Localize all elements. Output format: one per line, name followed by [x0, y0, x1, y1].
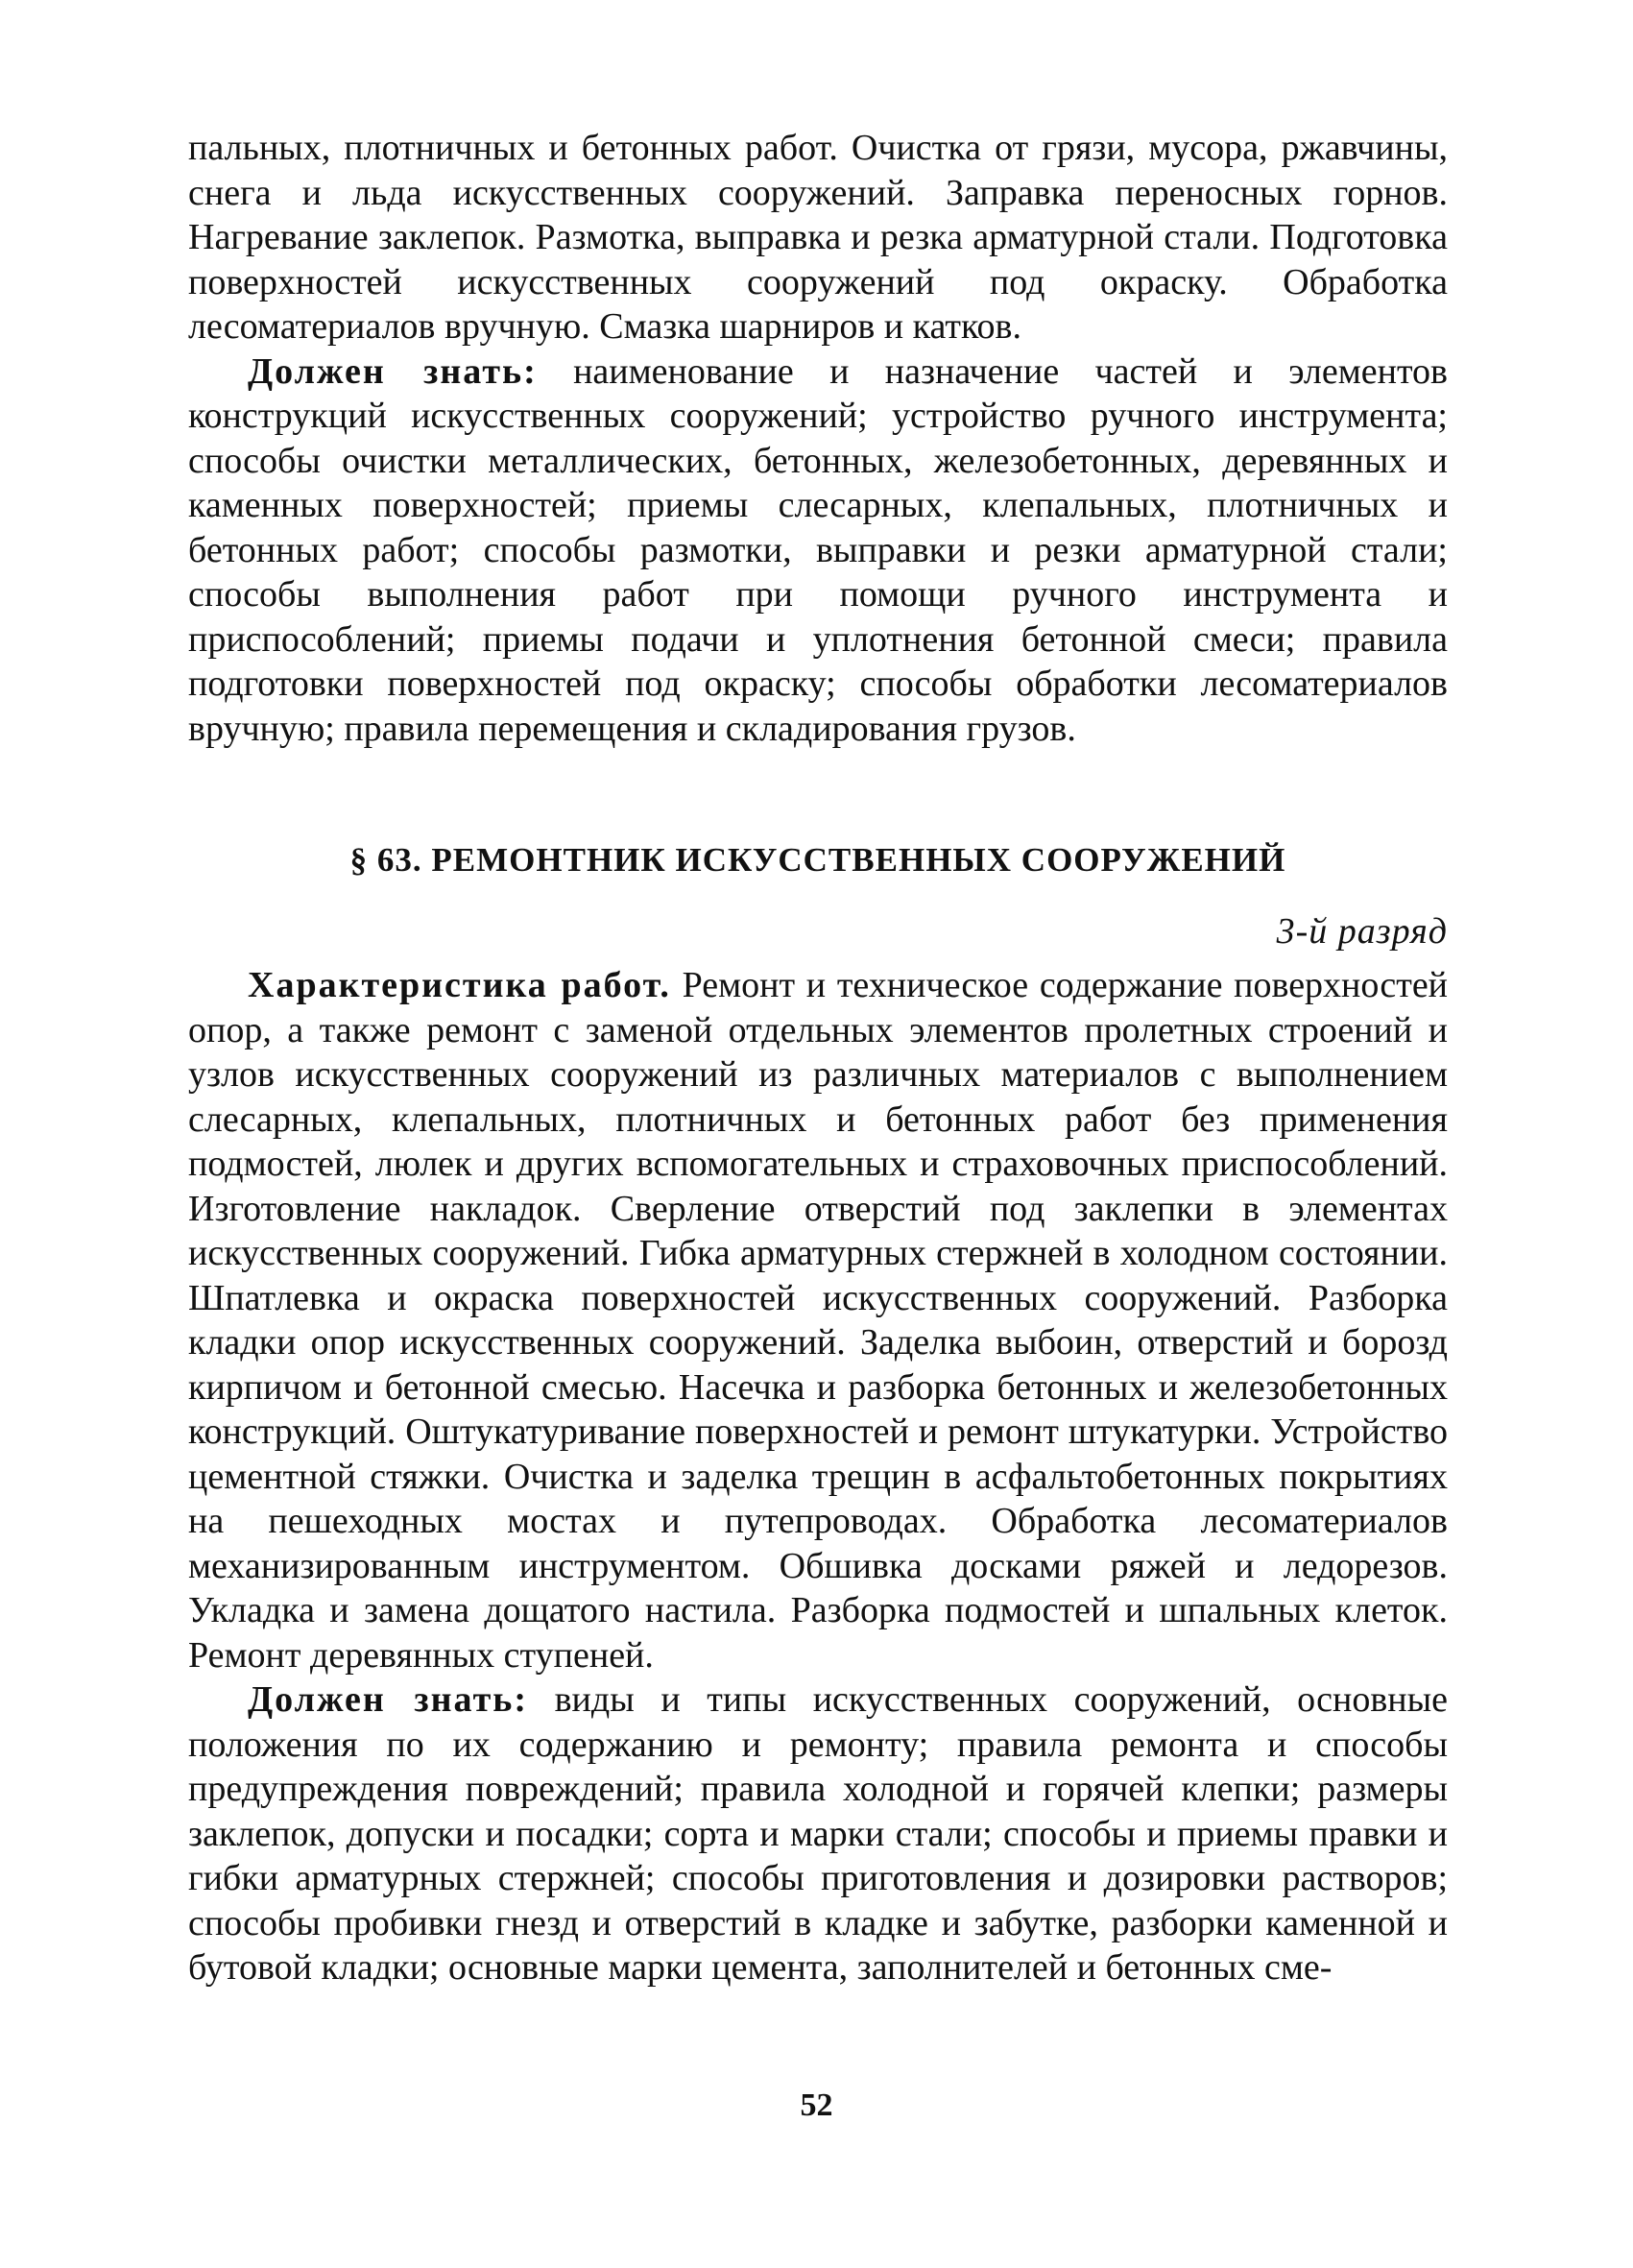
intro-block	[188, 126, 1448, 751]
characteristic-label: Характеристика работ.	[248, 965, 671, 1005]
characteristic-paragraph	[188, 963, 1448, 1677]
must-know-text: наименование и назначение частей и элементов конструкций искусственных сооружений; устройство ручного инструмента; способы очистки металлических, бетонных, железобетонных, деревянных и каменных поверхностей; приемы слесарных, клепальных, плотничных и бетонных работ; способы размотки, выправки и резки арматурной стали; способы выполнения работ при помощи ручного инструмента и приспособлений; приемы подачи и уплотнения бетонной смеси; правила подготовки поверхностей под окраску; способы обработки лесоматериалов вручную; правила перемещения и складирования грузов.	[188, 350, 1448, 749]
must-know-label: Должен знать:	[248, 350, 538, 392]
intro-must-know-paragraph	[188, 350, 1448, 752]
section-body	[188, 963, 1448, 1991]
section-must-know-text: виды и типы искусственных сооружений, основные положения по их содержанию и ремонту; правила ремонта и способы предупреждения повреждений; правила холодной и горячей клепки; размеры заклепок, допуски и посадки; сорта и марки стали; способы и приемы правки и гибки арматурных стержней; способы приготовления и дозировки растворов; способы пробивки гнезд и отверстий в кладке и забутке, разборки каменной и бутовой кладки; основные марки цемента, заполнителей и бетонных сме-	[188, 1679, 1448, 1988]
characteristic-text: Ремонт и техническое содержание поверхностей опор, а также ремонт с заменой отдельных элементов пролетных строений и узлов искусственных сооружений из различных материалов с выполнением слесарных, клепальных, плотничных и бетонных работ без применения подмостей, люлек и других вспомогательных и страховочных приспособлений. Изготовление накладок. Сверление отверстий под заклепки в элементах искусственных сооружений. Гибка арматурных стержней в холодном состоянии. Шпатлевка и окраска поверхностей искусственных сооружений. Разборка кладки опор искусственных сооружений. Заделка выбоин, отверстий и борозд кирпичом и бетонной смесью. Насечка и разборка бетонных и железобетонных конструкций. Оштукатуривание поверхностей и ремонт штукатурки. Устройство цементной стяжки. Очистка и заделка трещин в асфальтобетонных покрытиях на пешеходных мостах и путепроводах. Обработка лесоматериалов механизированным инструментом. Обшивка досками ряжей и ледорезов. Укладка и замена дощатого настила. Разборка подмостей и шпальных клеток. Ремонт деревянных ступеней.	[188, 965, 1449, 1676]
grade-label: 3-й разряд	[1276, 911, 1448, 952]
section-must-know-label: Должен знать:	[248, 1679, 528, 1720]
page-number: 52	[800, 2087, 833, 2123]
section-heading: § 63. РЕМОНТНИК ИСКУССТВЕННЫХ СООРУЖЕНИЙ	[349, 841, 1286, 879]
section-must-know-paragraph	[188, 1677, 1448, 1991]
intro-continuation-paragraph: пальных, плотничных и бетонных работ. Очистка от грязи, мусора, ржавчины, снега и льда искусственных сооружений. Заправка переносных горнов. Нагревание заклепок. Размотка, выправка и резка арматурной стали. Подготовка поверхностей искусственных сооружений под окраску. Обработка лесоматериалов вручную. Смазка шарниров и катков.	[188, 128, 1448, 347]
